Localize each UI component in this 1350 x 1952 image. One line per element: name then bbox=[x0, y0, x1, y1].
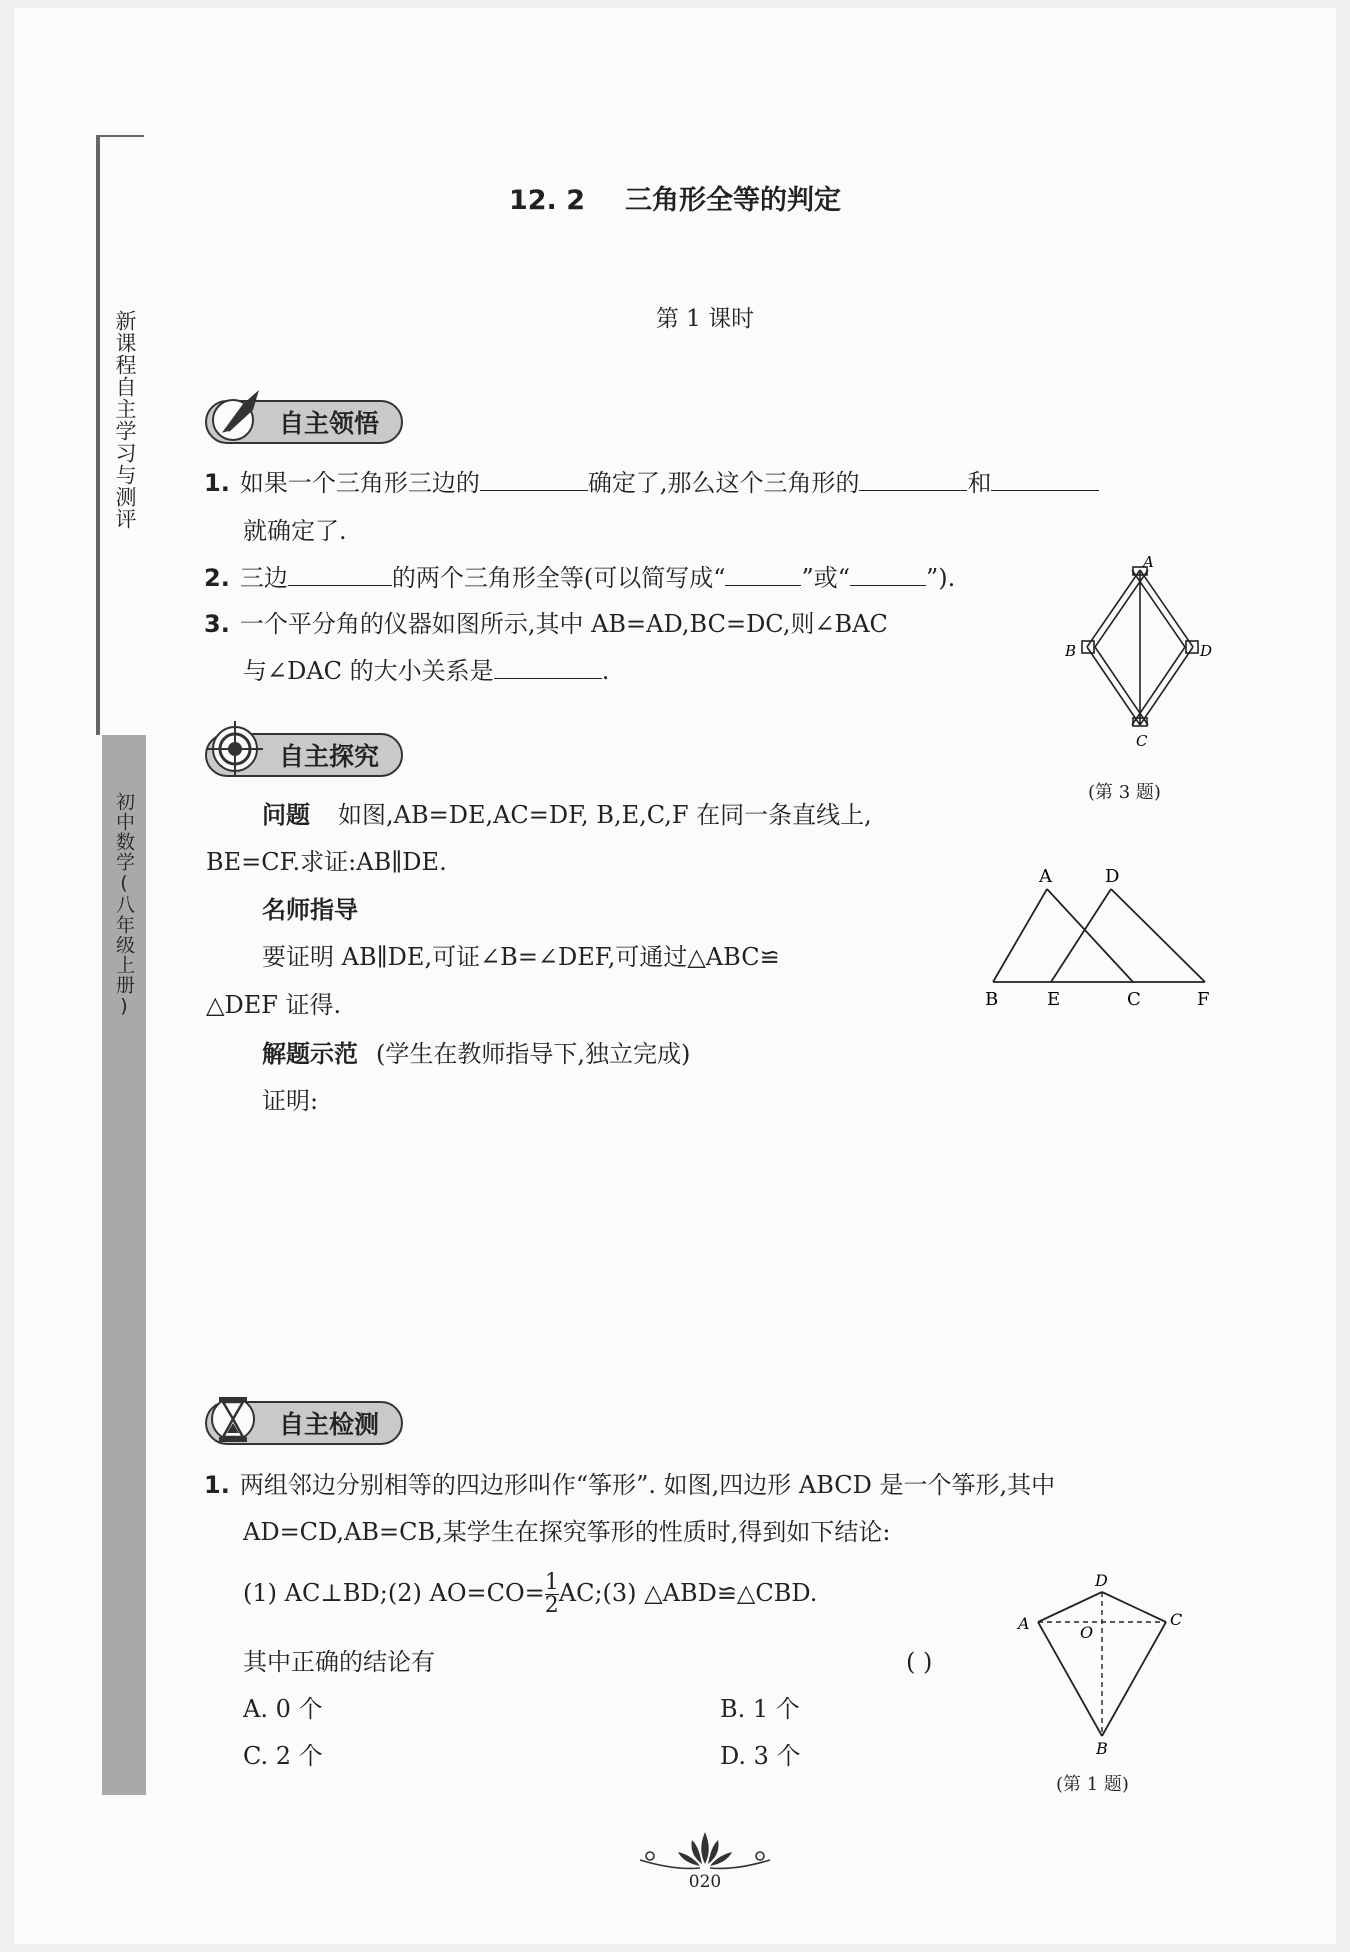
label-f: F bbox=[1197, 989, 1210, 1010]
badge-zizhu-tanjiu bbox=[205, 733, 403, 777]
badge-label: 自主领悟 bbox=[279, 409, 380, 438]
answer-paren[interactable]: ( ) bbox=[906, 1648, 933, 1676]
q2-text-a: 三边 bbox=[239, 564, 288, 592]
pen-icon bbox=[203, 382, 269, 448]
label-a: A bbox=[1018, 1614, 1030, 1633]
badge-label: 自主探究 bbox=[279, 742, 380, 771]
s1-q2 bbox=[204, 563, 955, 593]
s2-guide-line1: 要证明 AB∥DE,可证∠B=∠DEF,可通过△ABC≌ bbox=[262, 943, 780, 971]
section-number: 12. 2 bbox=[508, 185, 586, 216]
question-number: 2. bbox=[204, 564, 230, 592]
label-b: B bbox=[1065, 642, 1077, 660]
s3-q1-line2: AD=CD,AB=CB,某学生在探究筝形的性质时,得到如下结论: bbox=[243, 1518, 891, 1546]
option-a[interactable]: A. 0 个 bbox=[243, 1695, 323, 1723]
option-c[interactable]: C. 2 个 bbox=[243, 1742, 323, 1770]
q2-text-d: ”). bbox=[926, 564, 956, 592]
question-number: 1. bbox=[204, 469, 230, 497]
figure-angle-bisector bbox=[1065, 555, 1215, 755]
s2-proof-label: 证明: bbox=[262, 1087, 319, 1115]
s2-guide-line2: △DEF 证得. bbox=[206, 991, 342, 1019]
sidebar-subject: 初中数学(八年级上册) bbox=[113, 792, 135, 1018]
figure-caption-q3: (第 3 题) bbox=[1088, 782, 1161, 803]
label-a: A bbox=[1143, 555, 1154, 571]
badge-zizhu-lingwu bbox=[205, 400, 403, 444]
q3-text-b: 与∠DAC 的大小关系是 bbox=[243, 657, 494, 685]
label-c: C bbox=[1127, 989, 1141, 1010]
s1-q3-line1 bbox=[204, 609, 888, 639]
s2-guide-label: 名师指导 bbox=[262, 896, 358, 924]
figure-two-triangles bbox=[975, 862, 1215, 1012]
answer-blank[interactable] bbox=[850, 563, 926, 586]
conclusions-a: (1) AC⊥BD;(2) AO=CO= bbox=[243, 1579, 545, 1607]
answer-blank[interactable] bbox=[859, 468, 967, 491]
demo-note: (学生在教师指导下,独立完成) bbox=[376, 1040, 691, 1068]
q3-text-c: . bbox=[601, 657, 610, 685]
label-b: B bbox=[1096, 1739, 1108, 1758]
label-c: C bbox=[1136, 732, 1148, 750]
q1-text-c: 和 bbox=[967, 469, 992, 497]
label-c: C bbox=[1170, 1610, 1183, 1629]
figure-kite bbox=[1010, 1568, 1190, 1758]
demo-label: 解题示范 bbox=[262, 1040, 358, 1068]
q1-text-b: 确定了,那么这个三角形的 bbox=[587, 469, 860, 497]
question-number: 3. bbox=[204, 610, 230, 638]
label-a: A bbox=[1039, 866, 1052, 887]
q2-text-c: ”或“ bbox=[801, 564, 851, 592]
page-number: 020 bbox=[688, 1872, 722, 1892]
fraction-half: $\frac{1}{2}$ bbox=[544, 1570, 559, 1618]
question-number: 1. bbox=[204, 1471, 230, 1499]
target-icon bbox=[203, 715, 269, 781]
label-d: D bbox=[1200, 642, 1213, 660]
s3-q1-conclusions bbox=[243, 1572, 817, 1617]
answer-blank[interactable] bbox=[494, 656, 602, 679]
q1-line1: 两组邻边分别相等的四边形叫作“筝形”. 如图,四边形 ABCD 是一个筝形,其中 bbox=[239, 1471, 1056, 1499]
label-d: D bbox=[1105, 866, 1120, 887]
badge-label: 自主检测 bbox=[279, 1410, 380, 1439]
problem-text: 如图,AB=DE,AC=DF, B,E,C,F 在同一条直线上, bbox=[338, 801, 872, 829]
s1-q1-line2: 就确定了. bbox=[243, 517, 347, 545]
s2-problem-line2: BE=CF.求证:AB∥DE. bbox=[206, 848, 447, 876]
q2-text-b: 的两个三角形全等(可以简写成“ bbox=[391, 564, 726, 592]
figure-caption-q1: (第 1 题) bbox=[1056, 1774, 1129, 1795]
section-heading bbox=[0, 178, 1350, 217]
s3-q1-ask: 其中正确的结论有 bbox=[243, 1648, 435, 1676]
s1-q1-line1 bbox=[204, 468, 1099, 498]
label-e: E bbox=[1047, 989, 1061, 1010]
s1-q3-line2 bbox=[243, 656, 609, 686]
answer-blank[interactable] bbox=[480, 468, 588, 491]
s2-demo bbox=[262, 1039, 690, 1069]
lesson-title: 第 1 课时 bbox=[655, 306, 755, 332]
problem-label: 问题 bbox=[262, 801, 310, 829]
s2-problem-line1 bbox=[262, 800, 872, 830]
s3-q1-line1 bbox=[204, 1470, 1055, 1500]
section-title: 三角形全等的判定 bbox=[625, 185, 842, 216]
sidebar-top-rule bbox=[96, 135, 144, 137]
label-o: O bbox=[1080, 1623, 1094, 1642]
badge-zizhu-jiance bbox=[205, 1401, 403, 1445]
option-b[interactable]: B. 1 个 bbox=[720, 1695, 800, 1723]
answer-blank[interactable] bbox=[288, 563, 392, 586]
label-d: D bbox=[1095, 1571, 1108, 1590]
label-b: B bbox=[985, 989, 999, 1010]
answer-blank[interactable] bbox=[725, 563, 801, 586]
conclusions-b: AC;(3) △ABD≌△CBD. bbox=[558, 1579, 818, 1607]
answer-blank[interactable] bbox=[991, 468, 1099, 491]
hourglass-icon bbox=[203, 1383, 269, 1449]
option-d[interactable]: D. 3 个 bbox=[720, 1742, 801, 1770]
sidebar-rule bbox=[96, 135, 100, 735]
q3-text-a: 一个平分角的仪器如图所示,其中 AB=AD,BC=DC,则∠BAC bbox=[239, 610, 888, 638]
q1-text-a: 如果一个三角形三边的 bbox=[239, 469, 480, 497]
sidebar-series-title: 新课程自主学习与测评 bbox=[113, 310, 137, 530]
